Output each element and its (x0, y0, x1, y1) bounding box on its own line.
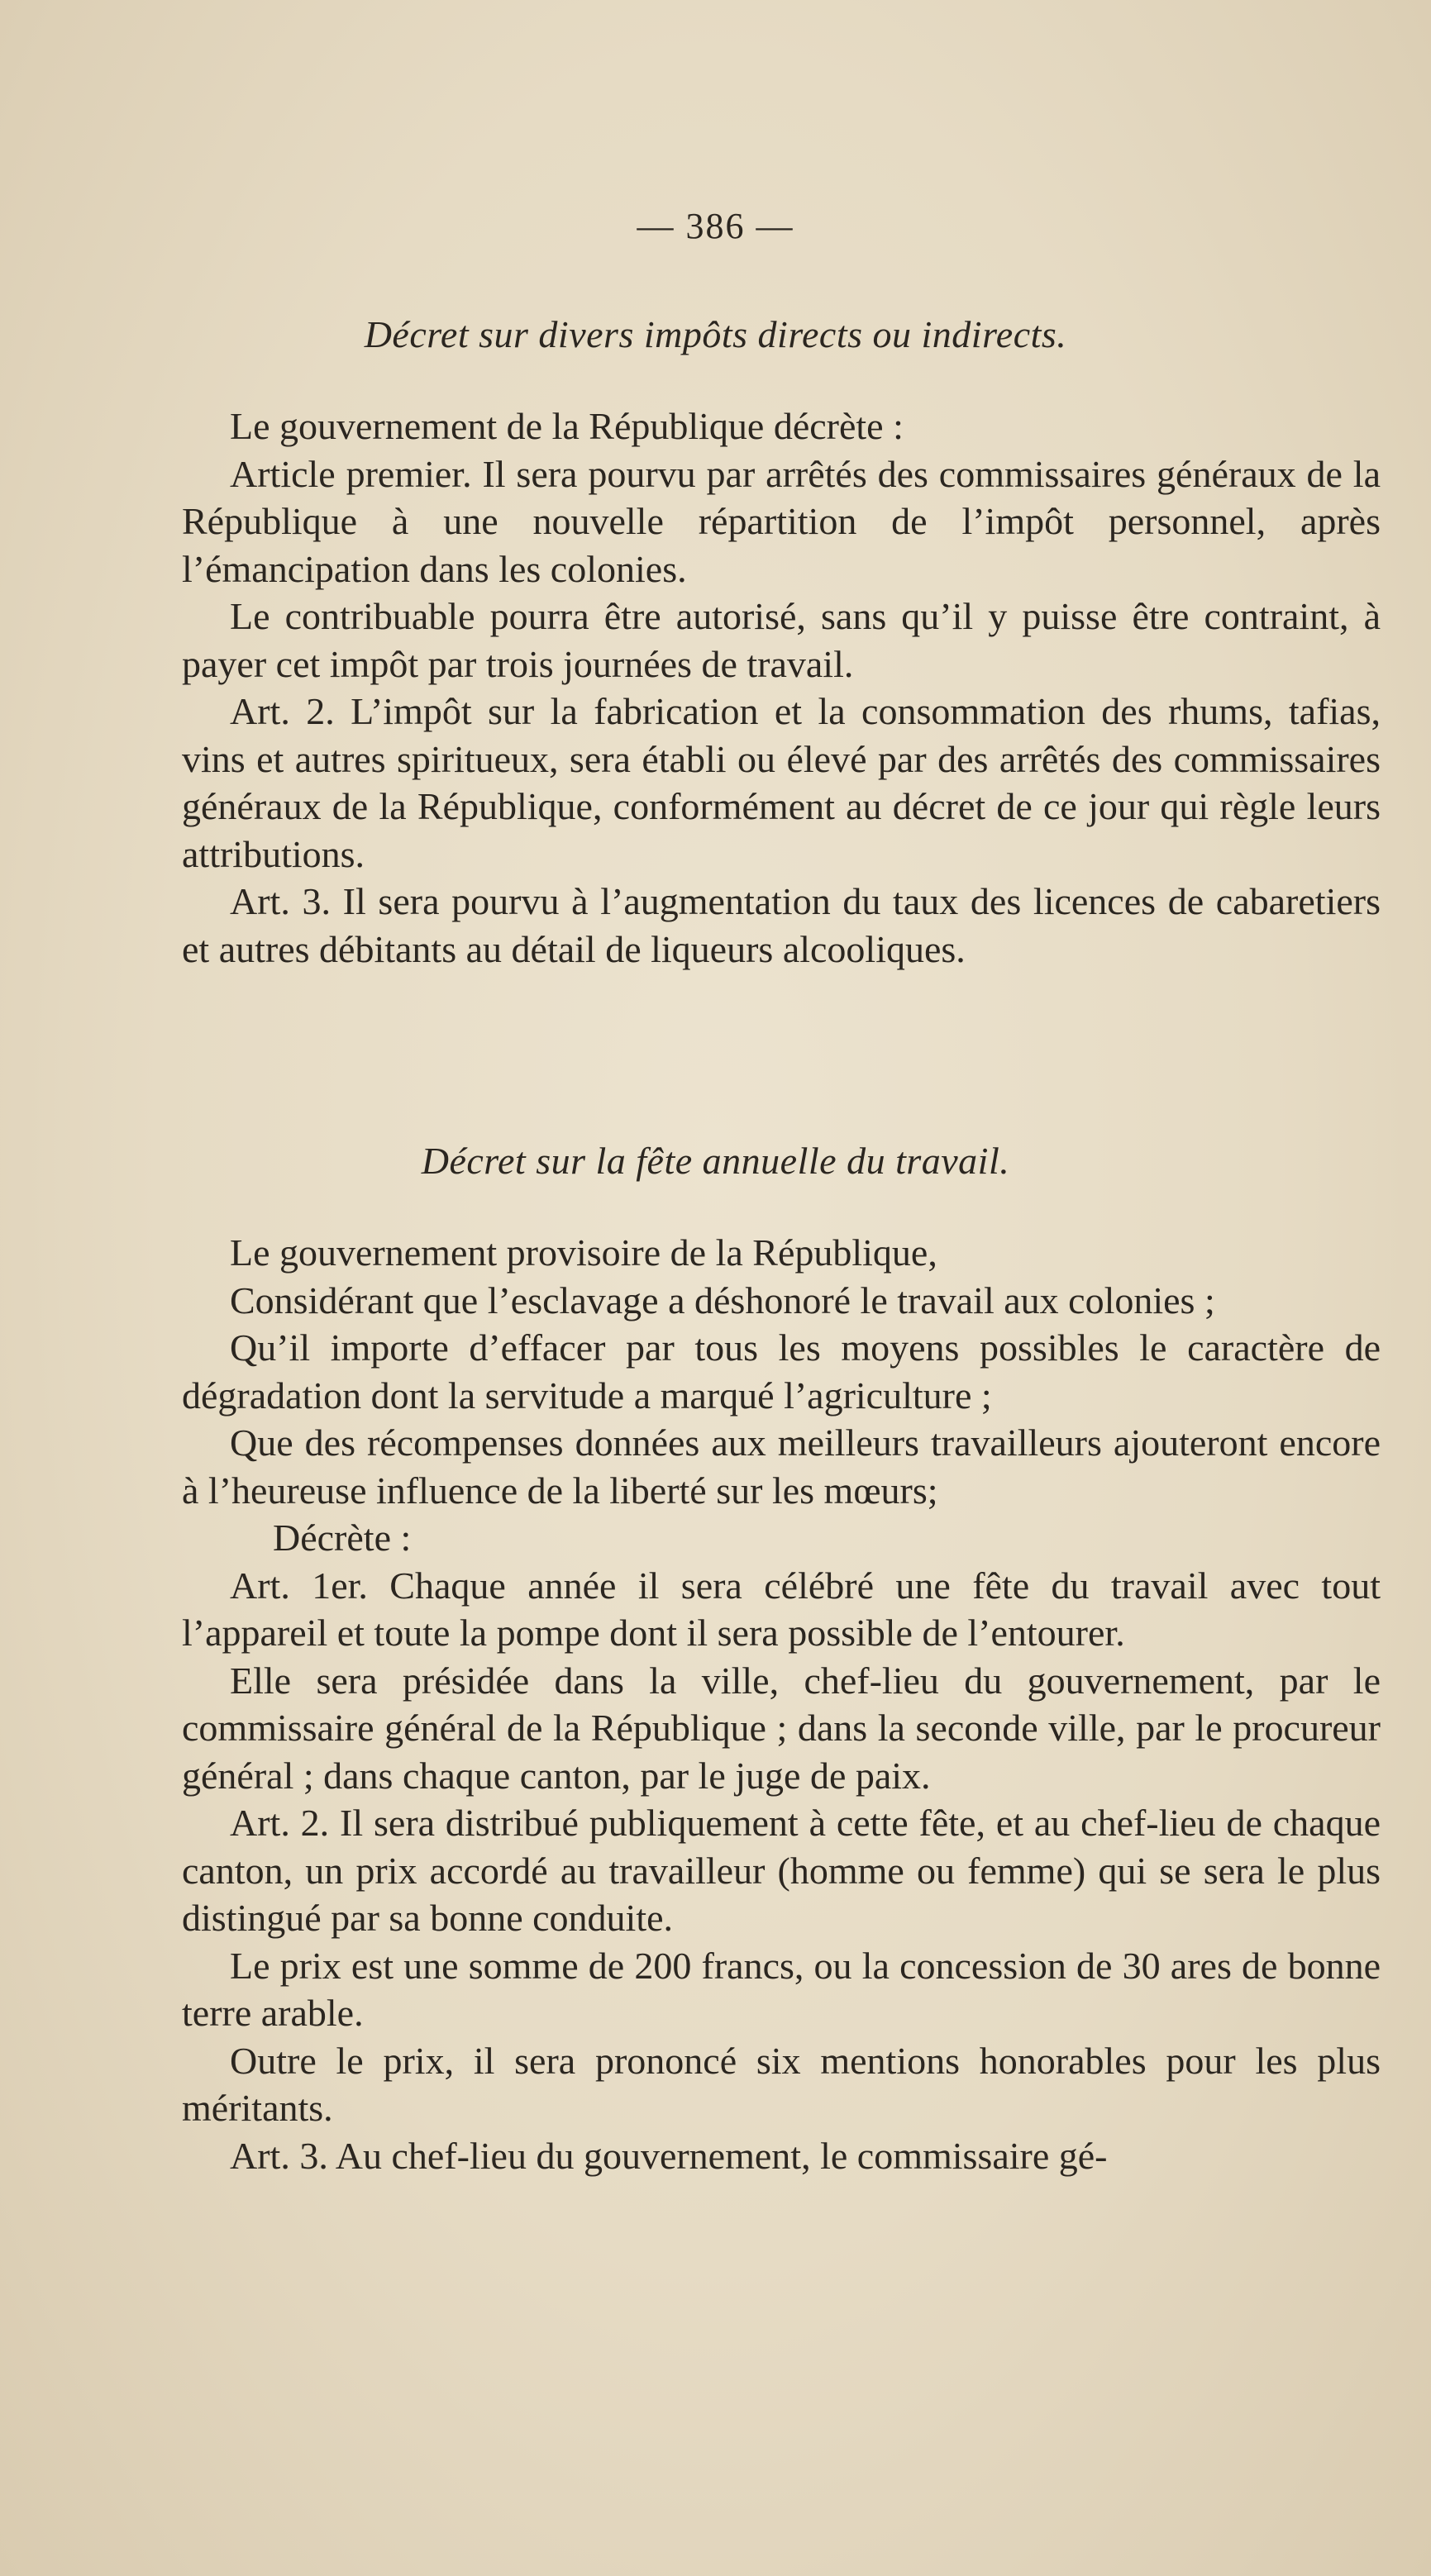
paragraph-decrete: Décrète : (273, 1517, 412, 1559)
paragraph: Article premier. Il sera pourvu par arrêtés des commissaires généraux de la République à une nouvelle répartition de l’impôt personnel, après l’émancipation dans les colonies. (182, 452, 1381, 590)
paragraph: Art. 2. Il sera distribué publiquement à cette fête, et au chef-lieu de chaque canton, un prix accordé au travailleur (homme ou femme) qui se sera le plus distingué par sa bonne conduite. (182, 1802, 1381, 1939)
paragraph: Le contribuable pourra être autorisé, sans qu’il y puisse être contraint, à payer cet impôt par trois journées de travail. (182, 595, 1381, 685)
paragraph: Que des récompenses données aux meilleurs travailleurs ajouteront encore à l’heureuse influence de la liberté sur les mœurs; (182, 1421, 1381, 1512)
section-title-labour-festival: Décret sur la fête annuelle du travail. (421, 1140, 1010, 1182)
paragraph: Outre le prix, il sera prononcé six mentions honorables pour les plus méritants. (182, 2039, 1381, 2129)
paragraph: Elle sera présidée dans la ville, chef-lieu du gouvernement, par le commissaire général de la République ; dans la seconde ville, par le procureur général ; dans chaque canton, par le juge de paix. (182, 1659, 1381, 1797)
section-body-taxes (182, 402, 1381, 973)
paragraph: Considérant que l’esclavage a déshonoré le travail aux colonies ; (230, 1278, 1215, 1321)
page-number: — 386 — (637, 206, 794, 246)
paragraph: Art. 1er. Chaque année il sera célébré une fête du travail avec tout l’appareil et toute la pompe dont il sera possible de l’entourer. (182, 1564, 1381, 1654)
paragraph: Le gouvernement provisoire de la République, (230, 1231, 937, 1274)
paragraph: Le gouvernement de la République décrète : (230, 405, 904, 447)
paragraph: Art. 3. Il sera pourvu à l’augmentation du taux des licences de cabaretiers et autres débitants au détail de liqueurs alcooliques. (182, 880, 1381, 970)
section-body-labour-festival (182, 1229, 1381, 2179)
paragraph: Art. 3. Au chef-lieu du gouvernement, le commissaire gé- (230, 2134, 1108, 2177)
paragraph: Le prix est une somme de 200 francs, ou la concession de 30 ares de bonne terre arable. (182, 1944, 1381, 2034)
paragraph: Qu’il importe d’effacer par tous les moyens possibles le caractère de dégradation dont la servitude a marqué l’agriculture ; (182, 1326, 1381, 1417)
paragraph: Art. 2. L’impôt sur la fabrication et la consommation des rhums, tafias, vins et autres spiritueux, sera établi ou élevé par des arrêtés des commissaires généraux de la République, conformément au décret de ce jour qui règle leurs attributions. (182, 690, 1381, 875)
section-title-taxes: Décret sur divers impôts directs ou indirects. (364, 313, 1067, 355)
